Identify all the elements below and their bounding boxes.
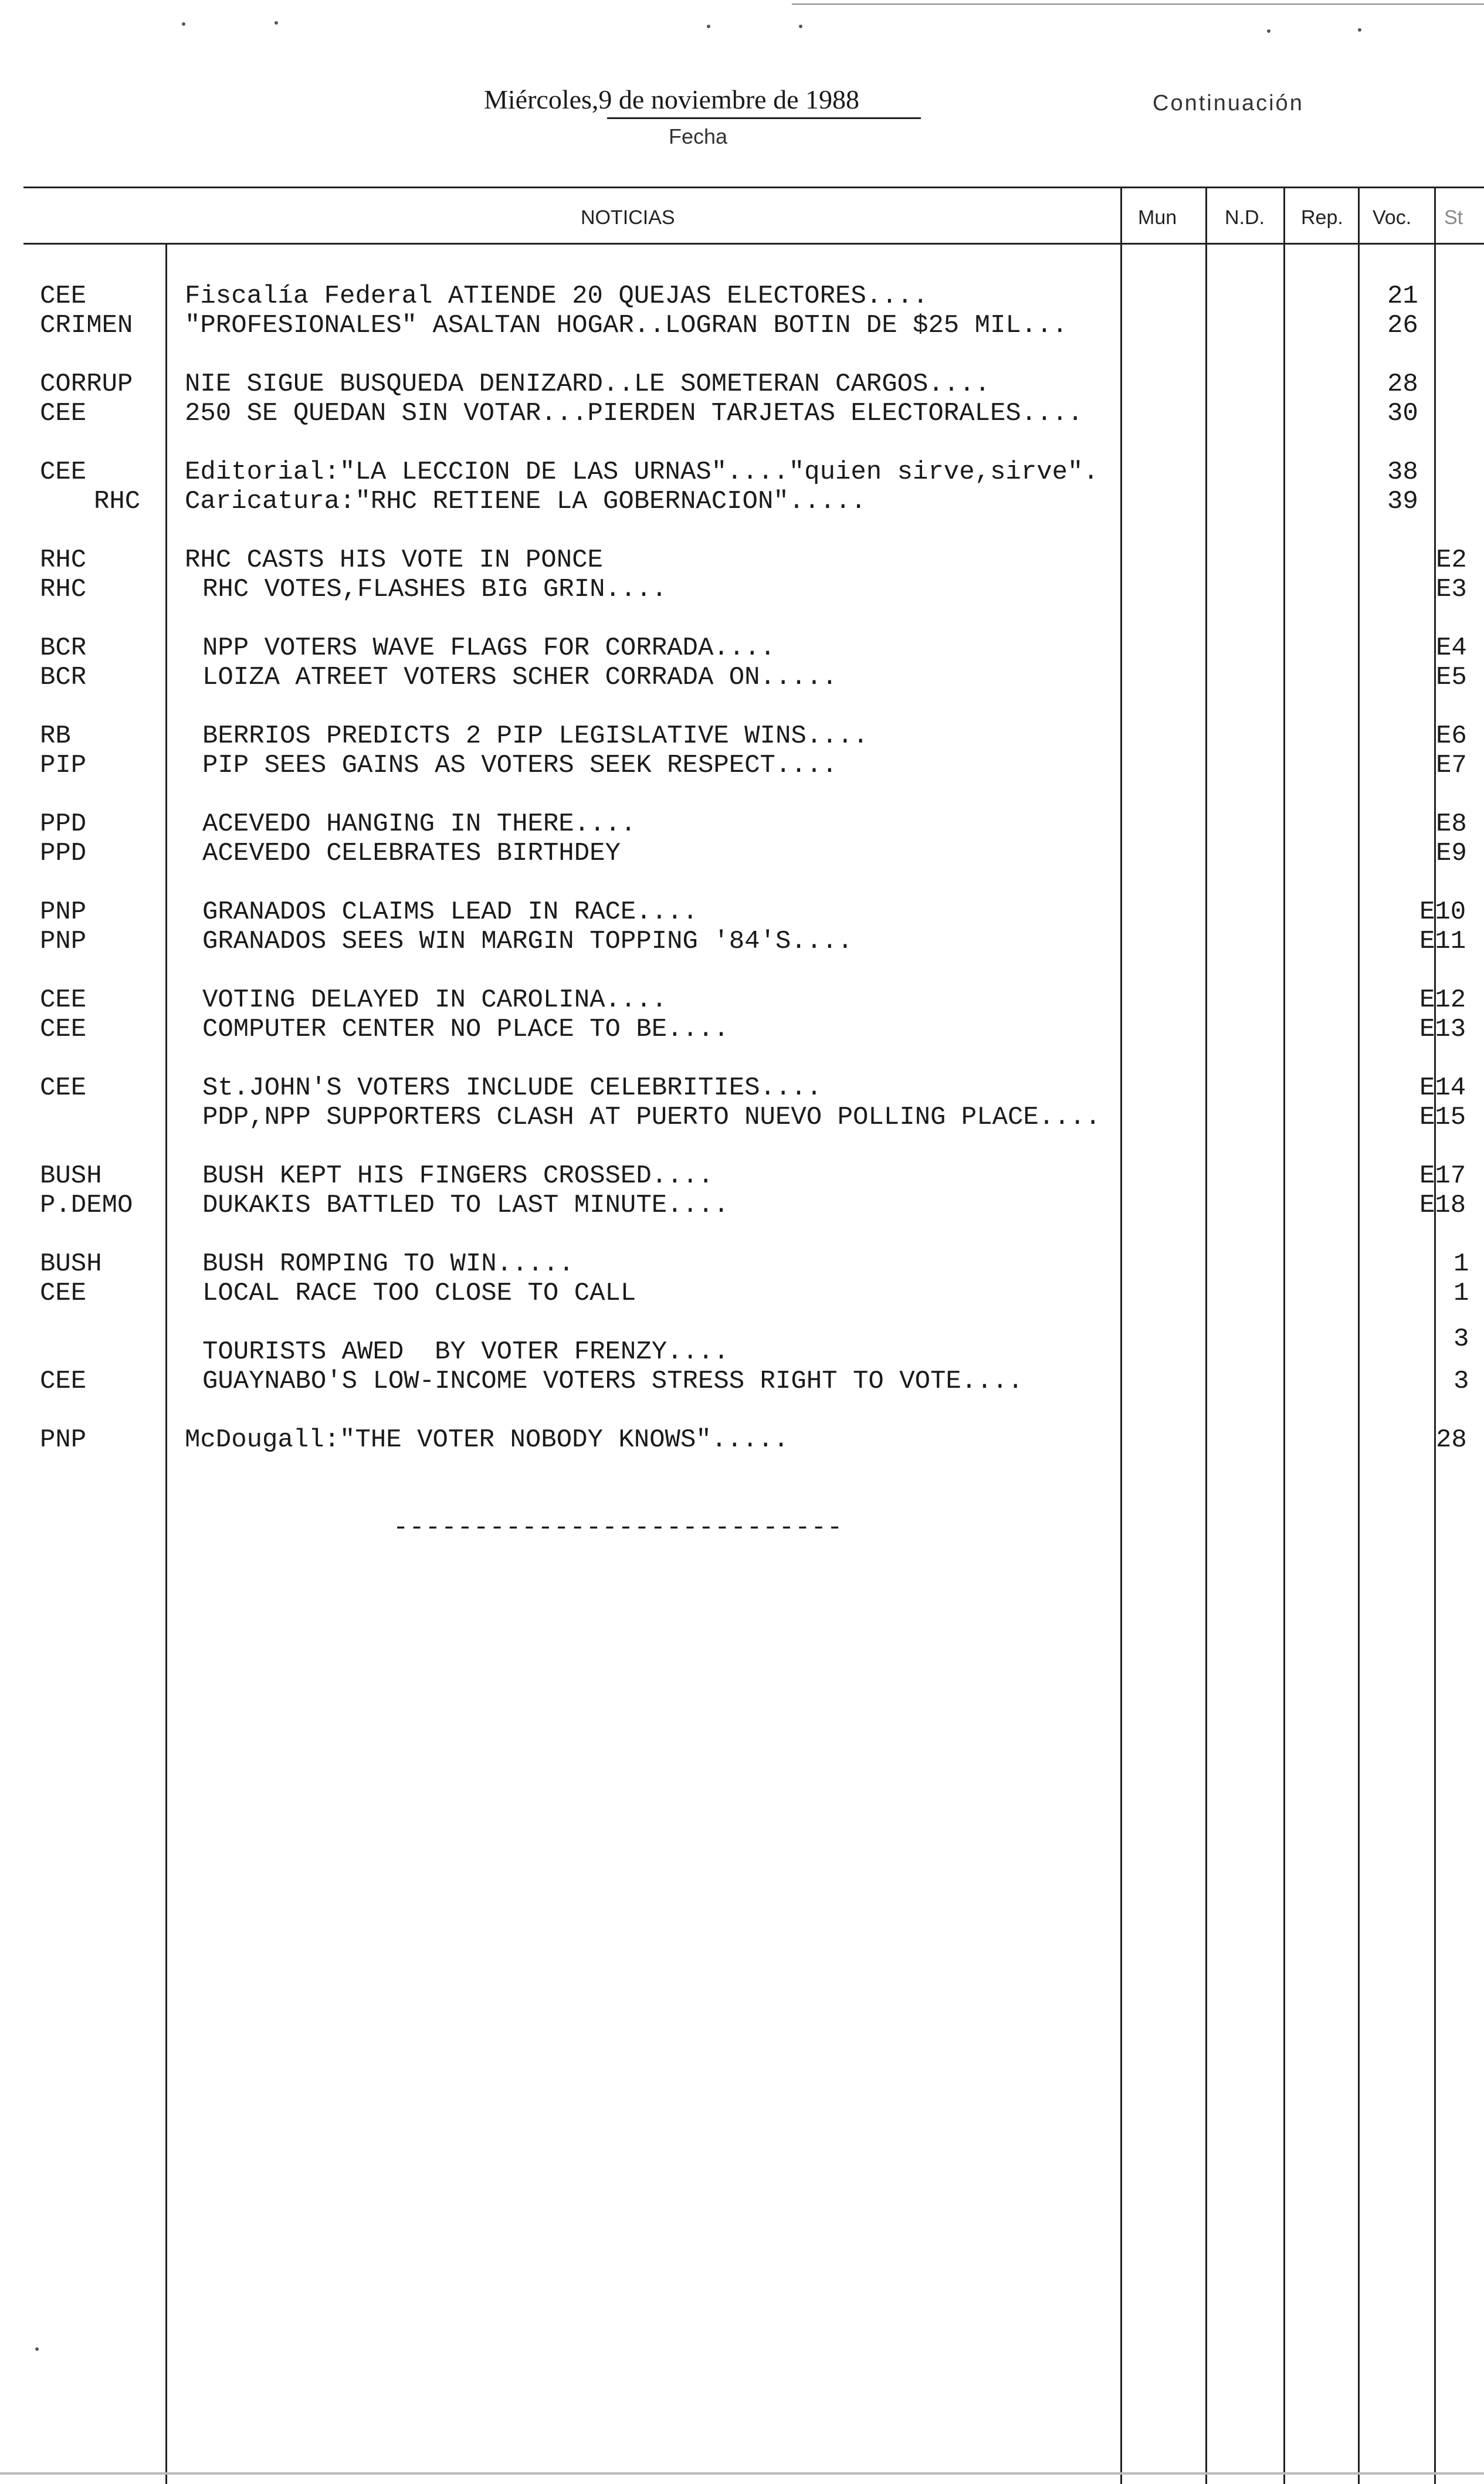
table-top-rule [23,187,1484,188]
entry-headline: BUSH KEPT HIS FINGERS CROSSED.... [202,1161,714,1191]
st-divider [1434,187,1436,2484]
entry-category: CEE [40,1279,87,1308]
entry-category: CEE [40,458,87,487]
bottom-edge-line [0,2472,1484,2475]
entry-category: CEE [40,985,87,1015]
scan-speck [707,25,710,28]
nd-divider [1205,187,1207,2484]
list-item [0,1073,1484,1103]
entry-category: PPD [40,809,87,839]
entry-st-page: 3 [1453,1367,1469,1396]
list-item [0,663,1484,692]
entry-st-page: E8 [1436,809,1467,839]
entry-st-page: E10 [1419,897,1466,927]
list-item [0,282,1484,311]
list-item [0,1249,1484,1279]
scan-speck [35,2347,39,2351]
list-item [0,927,1484,956]
list-item [0,633,1484,663]
entry-headline: DUKAKIS BATTLED TO LAST MINUTE.... [202,1191,729,1220]
list-item [0,1103,1484,1132]
list-item [0,370,1484,399]
entry-st-page: E3 [1436,575,1467,604]
list-item [0,751,1484,780]
entry-headline: ACEVEDO CELEBRATES BIRTHDEY [202,839,621,868]
entry-st-page: E12 [1419,985,1466,1015]
entry-voc-page: 39 [1387,487,1418,516]
entry-category: RHC [40,545,87,575]
list-item [0,721,1484,751]
scan-speck [1358,28,1361,32]
entry-voc-page: 21 [1387,282,1418,311]
column-header-st: St [1444,206,1463,229]
column-header-voc: Voc. [1373,206,1412,229]
entry-headline: Caricatura:"RHC RETIENE LA GOBERNACION"..... [185,487,866,516]
list-item [0,809,1484,839]
list-item [0,1367,1484,1396]
entry-st-page: 3 [1453,1324,1469,1354]
entry-category: CEE [40,1367,87,1396]
column-header-mun: Mun [1138,206,1177,229]
entry-category: CEE [40,1015,87,1044]
voc-divider [1358,187,1360,2484]
entry-category: RHC [40,575,87,604]
entry-headline: RHC VOTES,FLASHES BIG GRIN.... [202,575,668,604]
entry-category: PIP [40,751,87,780]
list-item [0,311,1484,340]
list-item [0,1324,1484,1367]
entry-headline: 250 SE QUEDAN SIN VOTAR...PIERDEN TARJETAS ELECTORALES.... [185,399,1083,428]
entry-headline: TOURISTS AWED BY VOTER FRENZY.... [202,1337,729,1367]
entry-st-page: E4 [1436,633,1467,663]
entry-st-page: E2 [1436,545,1467,575]
entry-st-page: E6 [1436,721,1467,751]
entry-category: CEE [40,399,87,428]
entry-headline: NIE SIGUE BUSQUEDA DENIZARD..LE SOMETERAN CARGOS.... [185,370,991,399]
entry-voc-page: 30 [1387,399,1418,428]
list-item [0,545,1484,575]
list-item [0,1191,1484,1220]
entry-st-page: E11 [1419,927,1466,956]
top-edge-line [792,4,1484,5]
list-item [0,575,1484,604]
table-header-rule [23,243,1484,245]
list-item [0,839,1484,868]
list-item [0,985,1484,1015]
entry-category: CORRUP [40,370,133,399]
entry-headline: PDP,NPP SUPPORTERS CLASH AT PUERTO NUEVO POLLING PLACE.... [202,1103,1101,1132]
entry-headline: McDougall:"THE VOTER NOBODY KNOWS"..... [185,1425,789,1455]
date-underline [607,117,921,119]
entry-category: BUSH [40,1249,102,1279]
entry-headline: LOIZA ATREET VOTERS SCHER CORRADA ON..... [202,663,838,692]
entry-category: PNP [40,897,87,927]
entry-category: BCR [40,633,87,663]
end-of-list-marker: ---------------------------- [393,1513,843,1543]
entry-voc-page: 38 [1387,458,1418,487]
entry-st-page: 1 [1453,1279,1469,1308]
list-item [0,1161,1484,1191]
entry-category: RB [40,721,71,751]
list-item [0,1279,1484,1308]
entry-headline: GRANADOS CLAIMS LEAD IN RACE.... [202,897,698,927]
list-item [0,1425,1484,1455]
column-header-rep: Rep. [1301,206,1343,229]
entry-st-page: E9 [1436,839,1467,868]
column-header-noticias: NOTICIAS [581,206,675,229]
entry-st-page: 28 [1436,1425,1467,1455]
mun-divider [1120,187,1122,2484]
entry-st-page: E15 [1419,1103,1466,1132]
entry-st-page: E17 [1419,1161,1466,1191]
rep-divider [1283,187,1285,2484]
entry-category: BCR [40,663,87,692]
entry-category: CEE [40,1073,87,1103]
entry-st-page: 1 [1453,1249,1469,1279]
entry-category: PNP [40,1425,87,1455]
entry-headline: GUAYNABO'S LOW-INCOME VOTERS STRESS RIGHT TO VOTE.... [202,1367,1024,1396]
entry-voc-page: 28 [1387,370,1418,399]
entry-headline: St.JOHN'S VOTERS INCLUDE CELEBRITIES.... [202,1073,822,1103]
entry-category: CRIMEN [40,311,133,340]
entry-headline: "PROFESIONALES" ASALTAN HOGAR..LOGRAN BOTIN DE $25 MIL... [185,311,1068,340]
scan-speck [275,21,278,25]
entry-category: PNP [40,927,87,956]
entry-headline: PIP SEES GAINS AS VOTERS SEEK RESPECT.... [202,751,838,780]
page-date: Miércoles,9 de noviembre de 1988 [484,84,859,114]
entry-st-page: E13 [1419,1015,1466,1044]
list-item [0,487,1484,516]
list-item [0,399,1484,428]
scan-speck [182,22,185,26]
fecha-label: Fecha [669,124,728,148]
entry-category: P.DEMO [40,1191,133,1220]
entry-category: RHC [94,487,141,516]
entry-category: BUSH [40,1161,102,1191]
continuation-label: Continuación [1153,91,1304,116]
entry-st-page: E5 [1436,663,1467,692]
entry-headline: Editorial:"LA LECCION DE LAS URNAS"...."quien sirve,sirve". [185,458,1099,487]
list-item [0,458,1484,487]
entry-headline: BUSH ROMPING TO WIN..... [202,1249,574,1279]
entry-headline: BERRIOS PREDICTS 2 PIP LEGISLATIVE WINS.... [202,721,869,751]
entry-st-page: E14 [1419,1073,1466,1103]
list-item [0,897,1484,927]
entry-headline: GRANADOS SEES WIN MARGIN TOPPING '84'S.... [202,927,853,956]
entry-headline: Fiscalía Federal ATIENDE 20 QUEJAS ELECTORES.... [185,282,929,311]
entry-category: PPD [40,839,87,868]
entry-headline: COMPUTER CENTER NO PLACE TO BE.... [202,1015,729,1044]
list-item [0,1015,1484,1044]
entry-st-page: E7 [1436,751,1467,780]
entry-headline: NPP VOTERS WAVE FLAGS FOR CORRADA.... [202,633,775,663]
entry-headline: VOTING DELAYED IN CAROLINA.... [202,985,668,1015]
scan-speck [799,25,802,28]
scan-speck [1267,29,1270,33]
column-header-nd: N.D. [1225,206,1265,229]
entry-headline: ACEVEDO HANGING IN THERE.... [202,809,636,839]
entry-headline: RHC CASTS HIS VOTE IN PONCE [185,545,603,575]
entry-headline: LOCAL RACE TOO CLOSE TO CALL [202,1279,636,1308]
entry-st-page: E18 [1419,1191,1466,1220]
entry-category: CEE [40,282,87,311]
entry-voc-page: 26 [1387,311,1418,340]
